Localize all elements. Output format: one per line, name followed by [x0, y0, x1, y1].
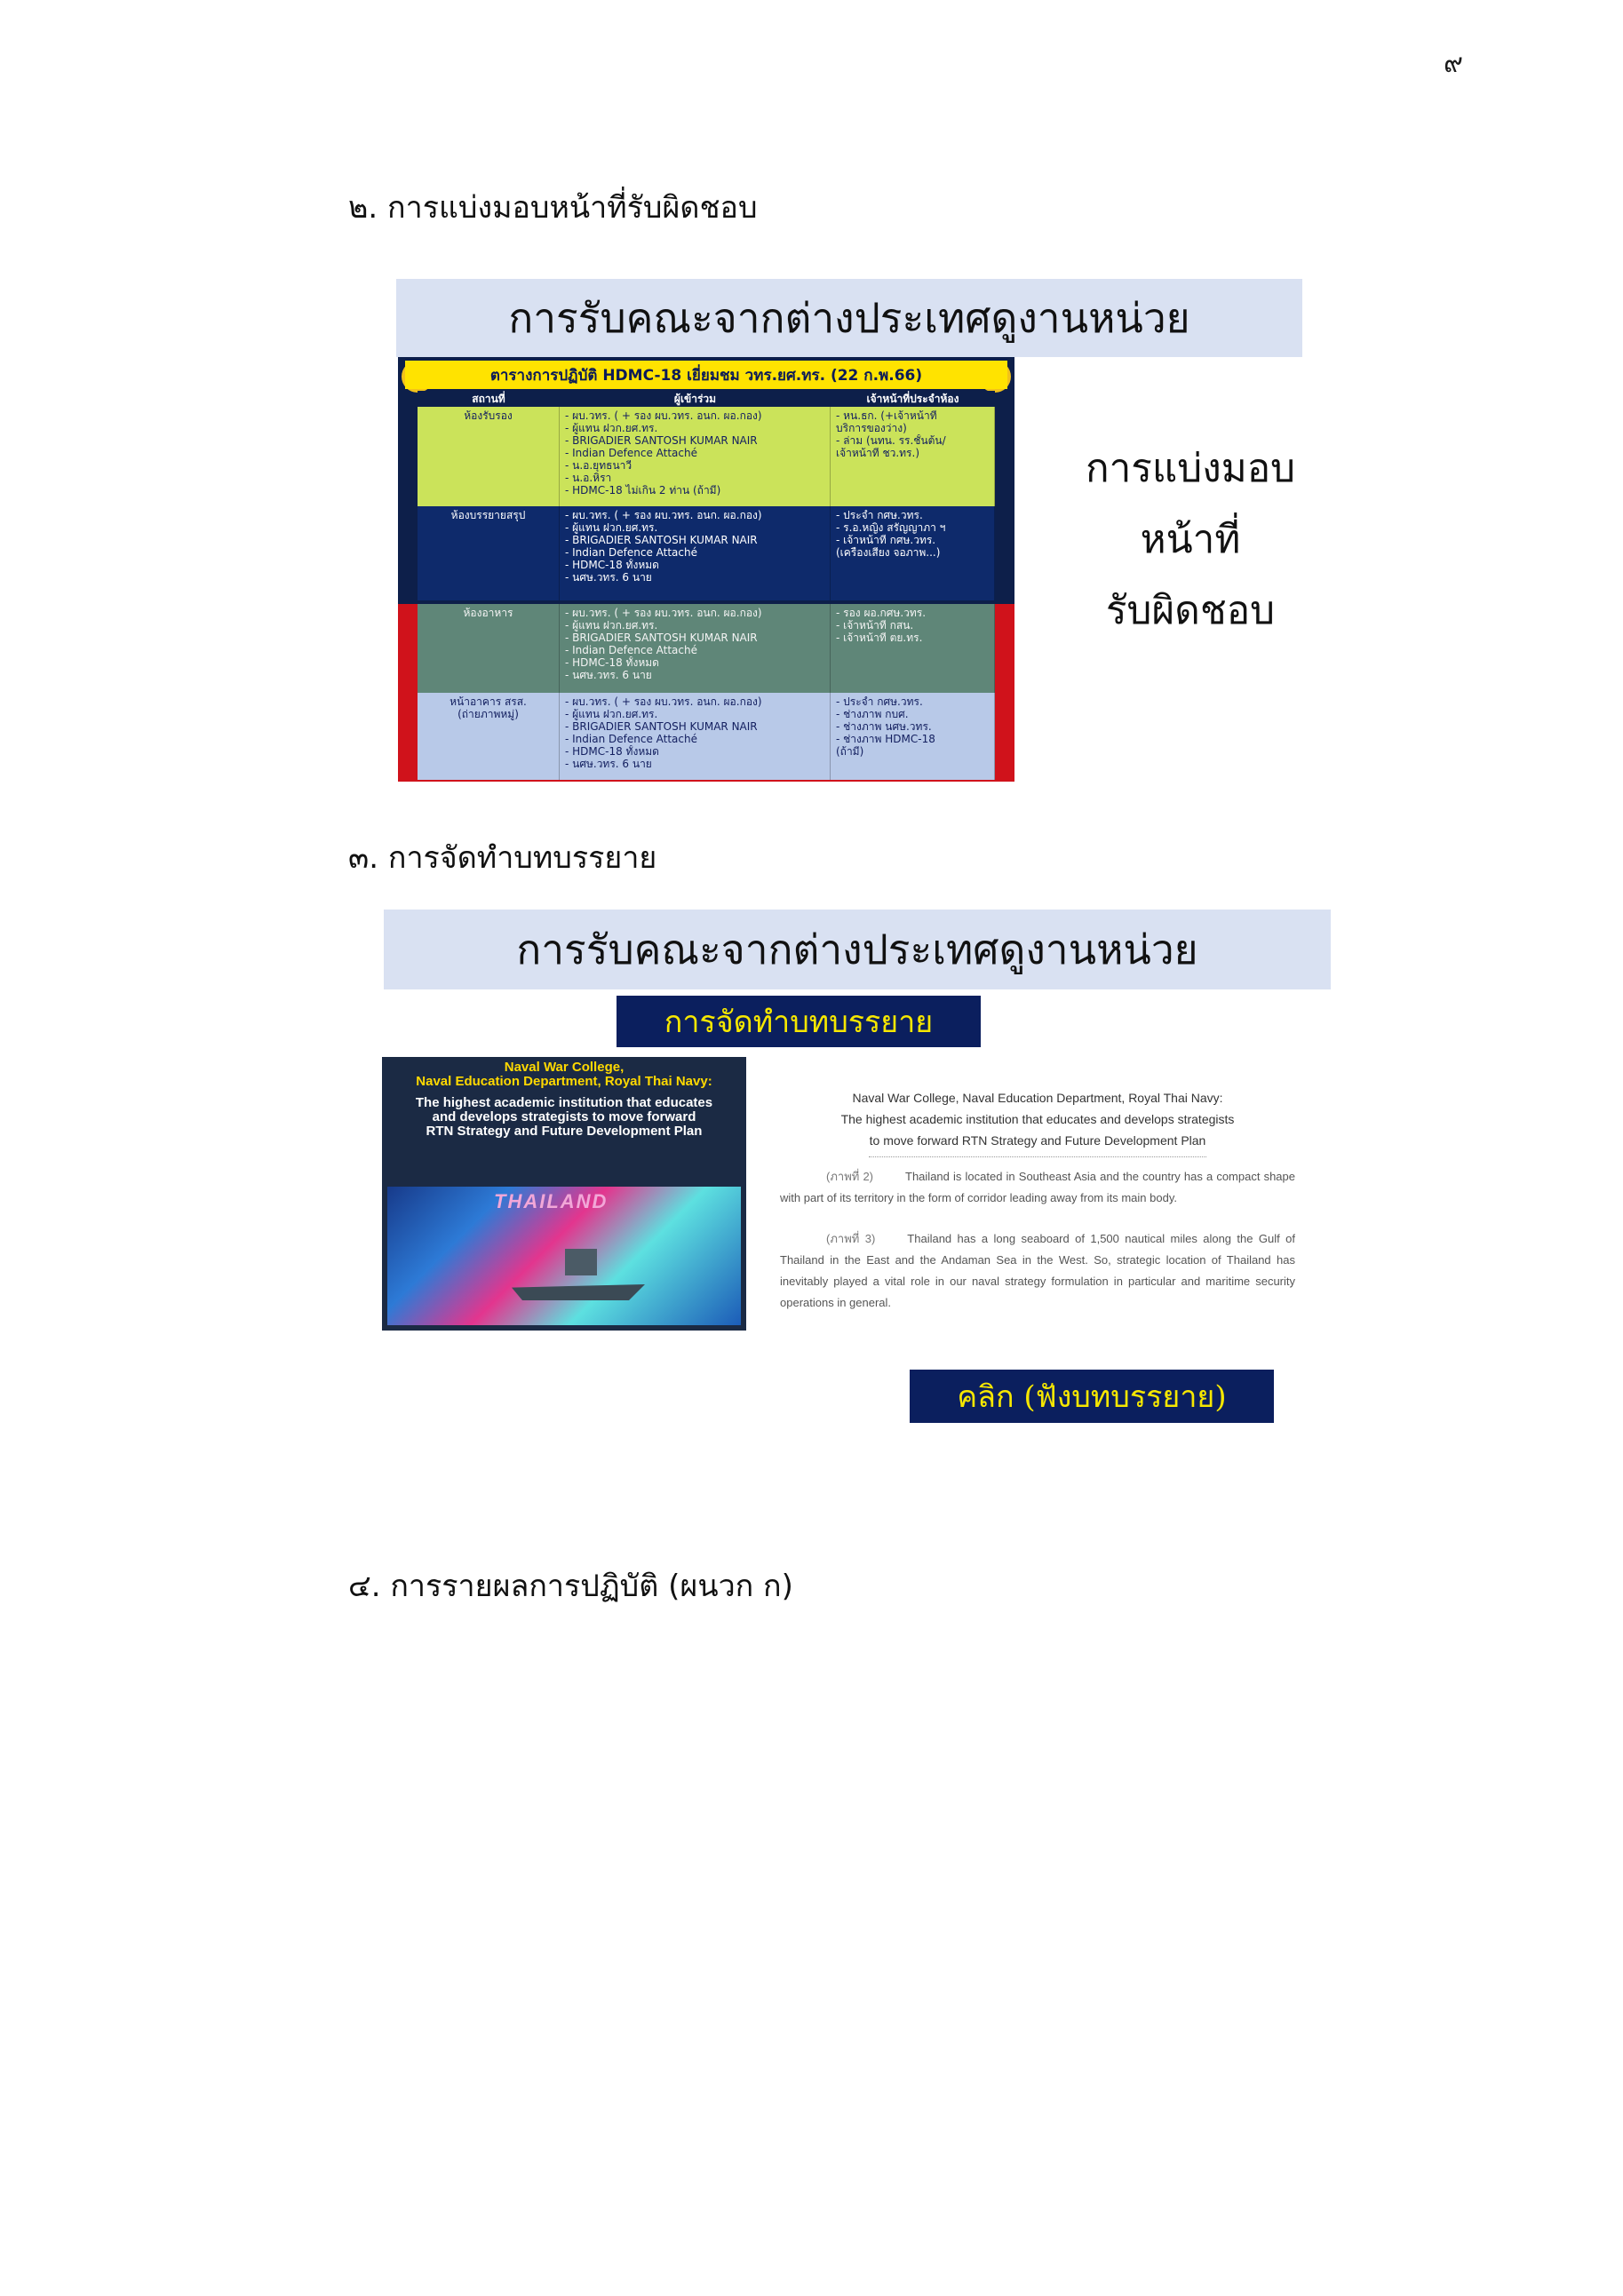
section-heading-report: ๔. การรายผลการปฏิบัติ (ผนวก ก) [348, 1569, 793, 1604]
cell-line: - นศษ.วทร. 6 นาย [565, 571, 652, 584]
transcript-heading: Naval War College, Naval Education Department, Royal Thai Navy: [852, 1091, 1223, 1105]
page-number: ๙ [1444, 48, 1463, 79]
slide2-title: การรับคณะจากต่างประเทศดูงานหน่วย [384, 910, 1331, 989]
cell-line: - BRIGADIER SANTOSH KUMAR NAIR [565, 632, 758, 644]
narration-transcript [780, 1087, 1295, 1333]
cell-line: ห้องบรรยายสรุป [450, 509, 526, 521]
table-row [418, 693, 995, 780]
cell-line: เจ้าหน้าที่ ชว.ทร.) [836, 447, 919, 459]
cell-line: บริการของว่าง) [836, 422, 907, 434]
cell-line: - รอง ผอ.กศษ.วทร. [836, 607, 927, 619]
cell-line: - เจ้าหน้าที่ ตย.ทร. [836, 632, 923, 644]
table-row [418, 506, 995, 600]
poster-line: RTN Strategy and Future Development Plan [426, 1124, 703, 1139]
cell-line: - หน.ธก. (+เจ้าหน้าที่ [836, 409, 937, 422]
cell-line: - Indian Defence Attaché [565, 447, 697, 459]
cell-line: - น.อ.ยุทธนาวี [565, 459, 632, 472]
cell-line: - ผู้แทน ฝวก.ยศ.ทร. [565, 708, 658, 720]
cell-line: ห้องอาหาร [463, 607, 513, 619]
cell-line: (เครื่องเสียง จอภาพ...) [836, 546, 941, 559]
cell-line: - ผบ.วทร. ( + รอง ผบ.วทร. อนก. ผอ.กอง) [565, 695, 762, 708]
cell-line: (ถ้ามี) [836, 745, 864, 758]
cell-line: - ผบ.วทร. ( + รอง ผบ.วทร. อนก. ผอ.กอง) [565, 409, 762, 422]
column-header: สถานที่ [472, 392, 505, 405]
participants-cell [560, 604, 831, 693]
cell-line: - ผู้แทน ฝวก.ยศ.ทร. [565, 422, 658, 434]
cell-line: - ผู้แทน ฝวก.ยศ.ทร. [565, 521, 658, 534]
staff-cell [831, 506, 995, 600]
staff-cell [831, 407, 995, 506]
place-cell [418, 506, 560, 600]
cell-line: - BRIGADIER SANTOSH KUMAR NAIR [565, 720, 758, 733]
participants-cell [560, 407, 831, 506]
table-row [418, 407, 995, 506]
cell-line: - Indian Defence Attaché [565, 546, 697, 559]
side-label-line: หน้าที่ [1140, 517, 1241, 562]
slide1-title: การรับคณะจากต่างประเทศดูงานหน่วย [396, 279, 1302, 357]
cell-line: - ประจำ กศษ.วทร. [836, 695, 923, 708]
transcript-heading: The highest academic institution that educates and develops strategists [840, 1112, 1235, 1126]
cell-line: - ช่างภาพ กบศ. [836, 708, 909, 720]
cell-line: - ประจำ กศษ.วทร. [836, 509, 923, 521]
table-header-row [418, 391, 995, 407]
paragraph-text: Thailand has a long seaboard of 1,500 nautical miles along the Gulf of Thailand in the East and the Andaman Sea in the West. So, strategic location of Thailand has inevitably played a vital role in our naval strategy formulation in particular and maritime security operations in general. [780, 1232, 1295, 1309]
cell-line: - HDMC-18 ไม่เกิน 2 ท่าน (ถ้ามี) [565, 484, 721, 497]
paragraph-text: Thailand is located in Southeast Asia and the country has a compact shape with part of its territory in the form of corridor leading away from its main body. [780, 1170, 1295, 1204]
cell-line: - ผบ.วทร. ( + รอง ผบ.วทร. อนก. ผอ.กอง) [565, 509, 762, 521]
cell-line: - ผู้แทน ฝวก.ยศ.ทร. [565, 619, 658, 632]
cell-line: - HDMC-18 ทั้งหมด [565, 745, 659, 758]
cell-line: - BRIGADIER SANTOSH KUMAR NAIR [565, 534, 758, 546]
side-label [1057, 433, 1324, 647]
poster-image [382, 1057, 746, 1331]
poster-line: Naval War College, [504, 1060, 625, 1075]
cell-line: - นศษ.วทร. 6 นาย [565, 758, 652, 770]
column-header: เจ้าหน้าที่ประจำห้อง [866, 392, 959, 405]
image-tag: (ภาพที่ 3) [826, 1232, 876, 1245]
cell-line: - HDMC-18 ทั้งหมด [565, 656, 659, 669]
cell-line: - BRIGADIER SANTOSH KUMAR NAIR [565, 434, 758, 447]
cell-line: - น.อ.หิรา [565, 472, 612, 484]
staff-cell [831, 693, 995, 780]
cell-line: - Indian Defence Attaché [565, 733, 697, 745]
table-row [418, 604, 995, 693]
poster-line: and develops strategists to move forward [432, 1109, 696, 1124]
cell-line: (ถ่ายภาพหมู่) [457, 708, 519, 720]
transcript-paragraph [780, 1228, 1295, 1314]
place-cell [418, 407, 560, 506]
cell-line: - เจ้าหน้าที่ กสน. [836, 619, 914, 632]
side-label-line: รับผิดชอบ [1105, 588, 1276, 633]
section-heading-responsibilities: ๒. การแบ่งมอบหน้าที่รับผิดชอบ [348, 190, 758, 226]
participants-cell [560, 506, 831, 600]
divider [869, 1156, 1206, 1157]
participants-cell [560, 693, 831, 780]
cell-line: หน้าอาคาร สรส. [450, 695, 527, 708]
cell-line: - นศษ.วทร. 6 นาย [565, 669, 652, 681]
cell-line: ห้องรับรอง [464, 409, 513, 422]
cell-line: - Indian Defence Attaché [565, 644, 697, 656]
schedule-table-image [398, 357, 1014, 782]
poster-line: Naval Education Department, Royal Thai Navy: [416, 1074, 712, 1089]
image-tag: (ภาพที่ 2) [826, 1170, 874, 1183]
column-header: ผู้เข้าร่วม [673, 392, 717, 405]
cell-line: - ล่าม (นทน. รร.ชั้นต้น/ [836, 434, 946, 447]
staff-cell [831, 604, 995, 693]
poster-text [382, 1061, 746, 1139]
poster-art-word: THAILAND [494, 1190, 609, 1212]
place-cell [418, 604, 560, 693]
slide2-subtitle: การจัดทำบทบรรยาย [617, 996, 981, 1047]
transcript-heading: to move forward RTN Strategy and Future Development Plan [869, 1133, 1206, 1148]
poster-artwork [387, 1187, 741, 1325]
section-heading-narration: ๓. การจัดทำบทบรรยาย [348, 840, 657, 876]
cell-line: - ช่างภาพ นศษ.วทร. [836, 720, 932, 733]
cell-line: - เจ้าหน้าที่ กศษ.วทร. [836, 534, 936, 546]
ship-icon [565, 1249, 597, 1275]
cell-line: - ร.อ.หญิง สรัญญาภา ฯ [836, 521, 946, 534]
place-cell [418, 693, 560, 780]
cell-line: - HDMC-18 ทั้งหมด [565, 559, 659, 571]
poster-line: The highest academic institution that educates [415, 1095, 713, 1110]
cell-line: - ช่างภาพ HDMC-18 [836, 733, 935, 745]
transcript-paragraph [780, 1166, 1295, 1209]
cell-line: - ผบ.วทร. ( + รอง ผบ.วทร. อนก. ผอ.กอง) [565, 607, 762, 619]
schedule-table-heading: ตารางการปฏิบัติ HDMC-18 เยี่ยมชม วทร.ยศ.ทร. (22 ก.พ.66) [405, 361, 1007, 389]
side-label-line: การแบ่งมอบ [1085, 446, 1296, 491]
listen-narration-button[interactable]: คลิก (ฟังบทบรรยาย) [910, 1370, 1274, 1423]
